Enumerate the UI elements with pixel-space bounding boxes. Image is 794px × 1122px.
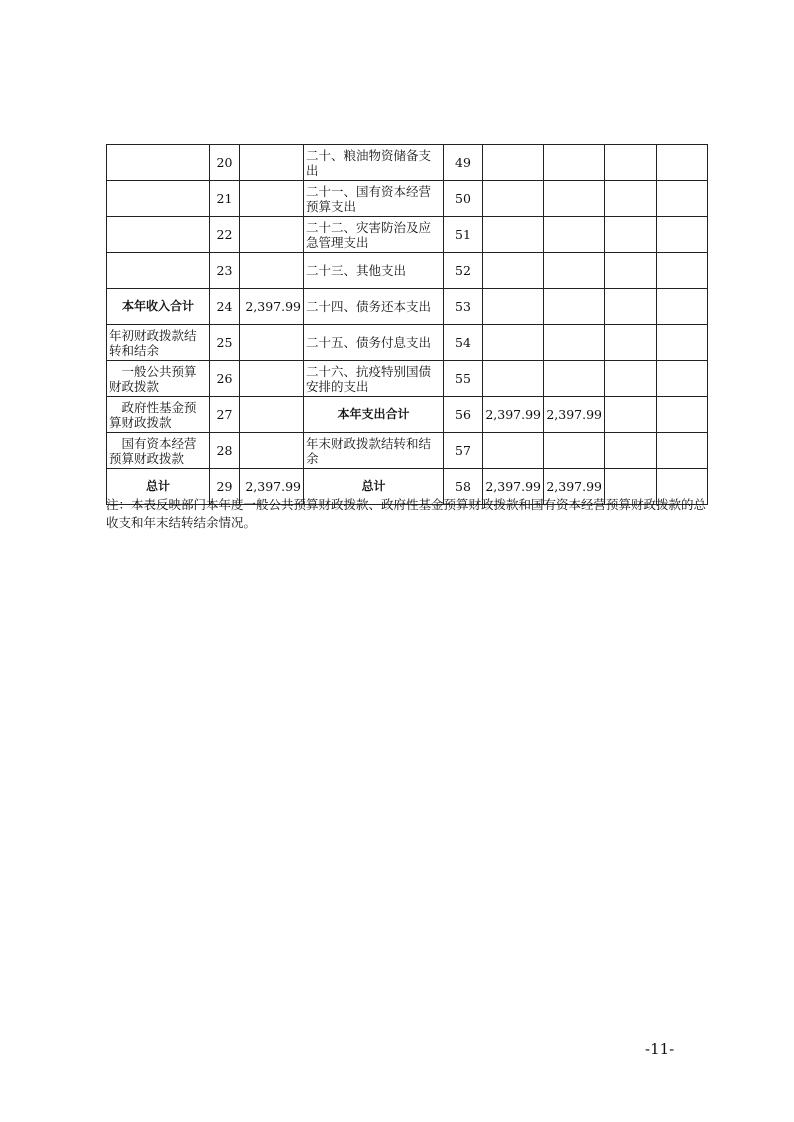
expenditure-row-number: 55	[444, 361, 483, 397]
expenditure-item-label: 本年支出合计	[304, 397, 444, 433]
expenditure-total-amount	[483, 253, 544, 289]
fund-budget-amount	[605, 397, 657, 433]
income-row-number: 22	[210, 217, 240, 253]
table-row	[107, 433, 708, 469]
expenditure-total-amount	[483, 325, 544, 361]
income-item-label	[107, 217, 210, 253]
table-footnote: 注：本表反映部门本年度一般公共预算财政拨款、政府性基金预算财政拨款和国有资本经营预算财政拨款的总收支和年末结转结余情况。	[106, 497, 707, 530]
expenditure-item-label: 二十六、抗疫特别国债安排的支出	[304, 361, 444, 397]
expenditure-item-label: 二十、粮油物资储备支出	[304, 145, 444, 181]
expenditure-total-amount	[483, 145, 544, 181]
expenditure-total-amount	[483, 181, 544, 217]
income-row-number: 28	[210, 433, 240, 469]
income-amount	[240, 181, 304, 217]
expenditure-item-label: 年末财政拨款结转和结余	[304, 433, 444, 469]
income-amount: 2,397.99	[240, 289, 304, 325]
state-capital-budget-amount	[657, 253, 708, 289]
income-row-number: 27	[210, 397, 240, 433]
expenditure-total-amount	[483, 217, 544, 253]
income-row-number: 24	[210, 289, 240, 325]
fund-budget-amount	[605, 217, 657, 253]
state-capital-budget-amount	[657, 433, 708, 469]
income-row-number: 20	[210, 145, 240, 181]
income-amount: 2,397.99	[240, 469, 304, 505]
expenditure-item-label: 二十一、国有资本经营预算支出	[304, 181, 444, 217]
general-budget-amount	[544, 289, 605, 325]
general-budget-amount	[544, 433, 605, 469]
income-item-label: 年初财政拨款结转和结余	[107, 325, 210, 361]
table-row	[107, 361, 708, 397]
income-amount	[240, 253, 304, 289]
income-item-label: 总计	[107, 469, 210, 505]
income-row-number: 21	[210, 181, 240, 217]
fund-budget-amount	[605, 289, 657, 325]
expenditure-item-label: 二十四、债务还本支出	[304, 289, 444, 325]
expenditure-total-amount: 2,397.99	[483, 397, 544, 433]
income-amount	[240, 397, 304, 433]
expenditure-item-label: 二十三、其他支出	[304, 253, 444, 289]
expenditure-row-number: 53	[444, 289, 483, 325]
expenditure-row-number: 49	[444, 145, 483, 181]
state-capital-budget-amount	[657, 217, 708, 253]
table-row	[107, 253, 708, 289]
state-capital-budget-amount	[657, 361, 708, 397]
expenditure-row-number: 52	[444, 253, 483, 289]
expenditure-total-amount	[483, 289, 544, 325]
state-capital-budget-amount	[657, 145, 708, 181]
state-capital-budget-amount	[657, 325, 708, 361]
income-amount	[240, 217, 304, 253]
general-budget-amount	[544, 325, 605, 361]
income-row-number: 25	[210, 325, 240, 361]
fund-budget-amount	[605, 433, 657, 469]
expenditure-item-label: 总计	[304, 469, 444, 505]
table-row	[107, 145, 708, 181]
expenditure-row-number: 54	[444, 325, 483, 361]
income-amount	[240, 361, 304, 397]
expenditure-row-number: 50	[444, 181, 483, 217]
state-capital-budget-amount	[657, 181, 708, 217]
expenditure-total-amount	[483, 433, 544, 469]
expenditure-row-number: 56	[444, 397, 483, 433]
income-row-number: 29	[210, 469, 240, 505]
table-row	[107, 397, 708, 433]
general-budget-amount	[544, 145, 605, 181]
general-budget-amount	[544, 181, 605, 217]
state-capital-budget-amount	[657, 289, 708, 325]
income-item-label	[107, 253, 210, 289]
income-item-label: 一般公共预算财政拨款	[107, 361, 210, 397]
page-number: -11-	[645, 1040, 675, 1058]
income-item-label: 国有资本经营预算财政拨款	[107, 433, 210, 469]
income-row-number: 23	[210, 253, 240, 289]
fund-budget-amount	[605, 361, 657, 397]
general-budget-amount	[544, 217, 605, 253]
table-row	[107, 289, 708, 325]
expenditure-row-number: 57	[444, 433, 483, 469]
income-item-label	[107, 181, 210, 217]
income-item-label	[107, 145, 210, 181]
fund-budget-amount	[605, 181, 657, 217]
table-row	[107, 217, 708, 253]
general-budget-amount	[544, 253, 605, 289]
table-row	[107, 325, 708, 361]
fiscal-appropriation-table	[106, 144, 708, 505]
expenditure-item-label: 二十五、债务付息支出	[304, 325, 444, 361]
table-body	[107, 145, 708, 505]
general-budget-amount	[544, 361, 605, 397]
general-budget-amount: 2,397.99	[544, 469, 605, 505]
income-amount	[240, 433, 304, 469]
fund-budget-amount	[605, 325, 657, 361]
income-item-label: 本年收入合计	[107, 289, 210, 325]
expenditure-total-amount: 2,397.99	[483, 469, 544, 505]
expenditure-row-number: 51	[444, 217, 483, 253]
income-amount	[240, 325, 304, 361]
table-row	[107, 181, 708, 217]
expenditure-item-label: 二十二、灾害防治及应急管理支出	[304, 217, 444, 253]
fund-budget-amount	[605, 253, 657, 289]
state-capital-budget-amount	[657, 397, 708, 433]
fund-budget-amount	[605, 145, 657, 181]
expenditure-total-amount	[483, 361, 544, 397]
expenditure-row-number: 58	[444, 469, 483, 505]
general-budget-amount: 2,397.99	[544, 397, 605, 433]
income-amount	[240, 145, 304, 181]
income-item-label: 政府性基金预算财政拨款	[107, 397, 210, 433]
income-row-number: 26	[210, 361, 240, 397]
